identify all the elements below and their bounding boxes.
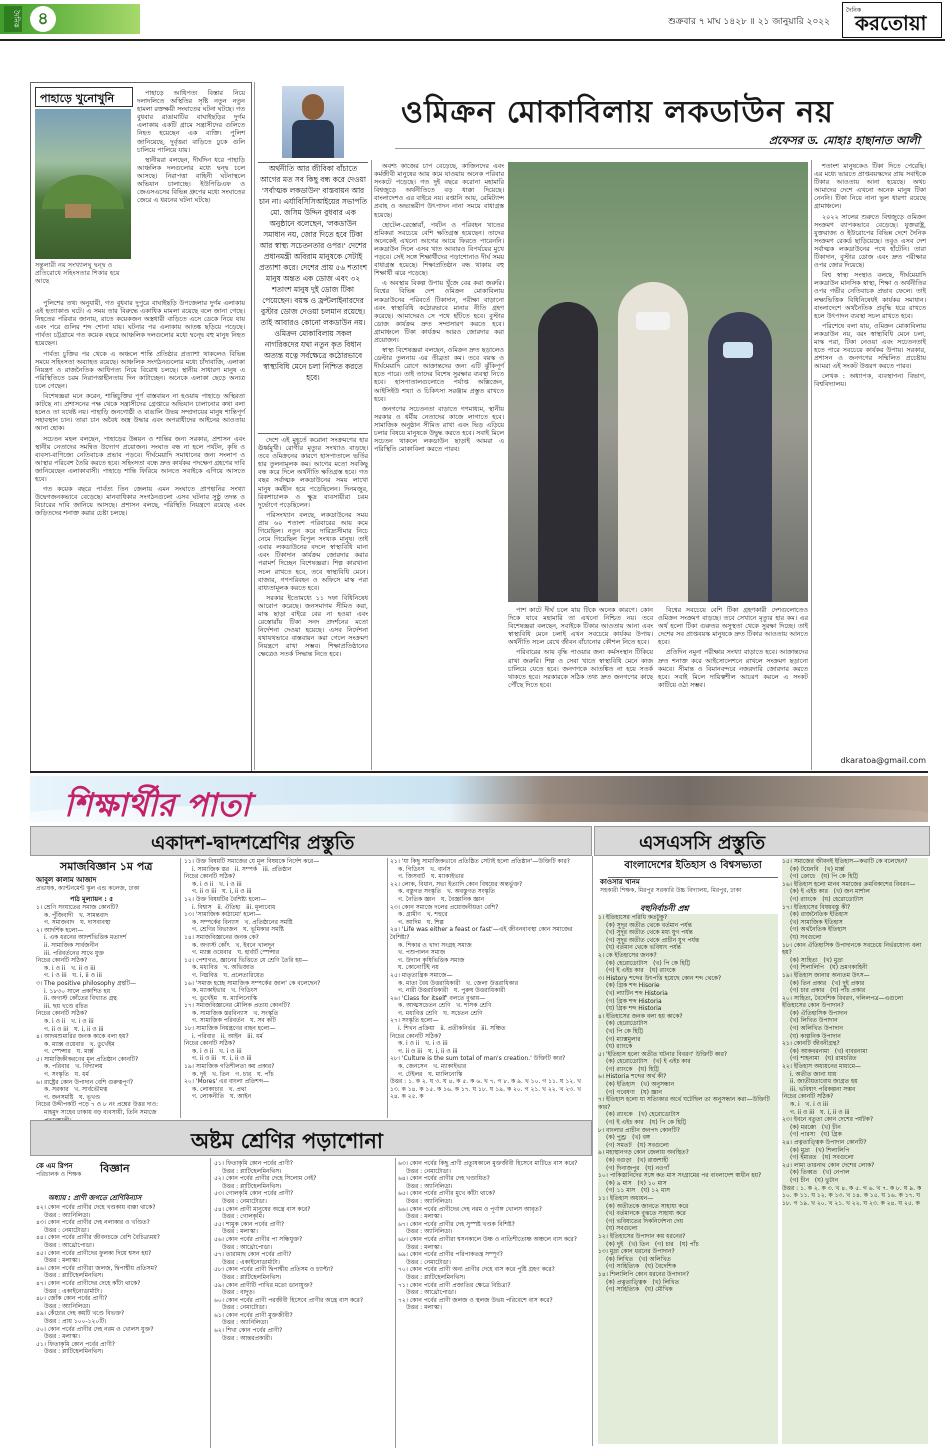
class8-title-bar <box>30 1120 592 1156</box>
masthead <box>842 2 942 38</box>
hsc-title-bar <box>30 826 592 856</box>
lead-headline-text: ওমিক্রন মোকাবিলায় লকডাউন নয় <box>401 95 834 130</box>
ssc-mcq-col-2: ১৫। সমাজের জীবনই ইতিহাস—কথাটি কে বলেছেন? (ক) টয়েনবি (খ) মার্ক্স (গ) ক্রোচে (ঘ) পি কে হিট্টি ১৬। ইতিহাস হলো মানব সমাজের ক্রমবিকাশের বিবরণ— (ক) ই এইচ কার (খ) জন মার্শাল (গ) র‍্যাংকে (ঘ) হেরোডোটাস ১৭। ইতিহাসের বিষয়বস্তু কী? (ক) রাজনৈতিক ইতিহাস (খ) সামাজিক ইতিহাস (গ) অর্থনৈতিক ইতিহাস (ঘ) সবগুলো ১৮। কোন ঐতিহাসিক উপাদানকে সবচেয়ে নির্ভরযোগ্য বলা হয়? (ক) সাহিত্য (খ) মুদ্রা (গ) শিলালিপি (ঘ) ভ্রমণকাহিনী ১৯। ইতিহাস জানার অন্যতম উৎস— (ক) তিন প্রকার (খ) দুই প্রকার (গ) চার প্রকার (ঘ) পাঁচ প্রকার ২০। সাহিত্য, বৈদেশিক বিবরণ, দলিলপত্র—এগুলো ইতিহাসের কোন উপাদান? (ক) ঐতিহাসিক উপাদান (খ) লিখিত উপাদান (গ) অলিখিত উপাদান (ঘ) কাল্পনিক উপাদান ২১। কোনটি জীবনীগ্রন্থ? (ক) আকবরনামা (খ) বাবরনামা (গ) শাহনামা (ঘ) রামচরিত ২২। ইতিহাস অধ্যয়নের মাধ্যমে— i. অতীত জানা যায় ii. জাতীয়তাবোধ জাগ্রত হয় iii. ভবিষ্যৎ পরিকল্পনা সম্ভব নিচের কোনটি সঠিক? ক. i খ. i ও iii গ. ii ও iii ঘ. i, ii ও iii ২৩। ইবনে বতুতা কোন দেশের পর্যটক? (ক) মরক্কো (খ) চীন (গ) পারস্য (ঘ) গ্রিক ২৪। প্রত্নতাত্ত্বিক উপাদান কোনটি? (ক) মুদ্রা (খ) শিলালিপি (গ) ইমারত (ঘ) সবগুলো ২৫। লামা তারনাথ কোন দেশের লোক? (ক) তিব্বত (খ) নেপাল (গ) চীন (ঘ) ভুটান উত্তর : ১. ক ২. ক ৩. খ ৪. ক ৫. গ ৬. খ ৭. ক ৮. ঘ ৯. ক ১০. ক ১১. ঘ ১২. ক ১৩. খ ১৪. ক ১৫. ঘ ১৬. ক ১৭. ঘ ১৮. গ ১৯. খ ২০. খ ২১. খ ২২. ঘ ২৩. ক ২৪. ঘ ২৫. ক <box>782 858 928 1444</box>
sep-lead-col2 <box>371 160 372 770</box>
class8-author-role: পরিচালক ও শিক্ষক <box>36 1171 82 1178</box>
lead-col-2: অবশ্য কাজের চাপ বেড়েছে, কাজিনদের এবং কর্মজীবী মানুষের আয় কমে যাওয়ায় অনেক পরিবার সংকটে পড়েছে। গত দুই বছরে করোনা মহামারি বিশ্বজুড়ে অর্থনীতিতে বড় ধাক্কা দিয়েছে। বাংলাদেশও এর বাইরে নয়। রপ্তানি আয়, রেমিট্যান্স প্রবাহ ও অভ্যন্তরীণ উৎপাদন নানা সময়ে বাধাগ্রস্ত হয়েছে। হোটেল-রেস্তোরাঁ, পর্যটন ও পরিবহন খাতের শ্রমিকরা সবচেয়ে বেশি ক্ষতিগ্রস্ত হয়েছেন। তাদের অনেকেই এখনো আগের আয়ে ফিরতে পারেননি। লকডাউন দিলে এসব খাত আবারও বিপর্যয়ের মুখে পড়বে। সেই সঙ্গে শিক্ষার্থীদের পড়াশোনাও দীর্ঘ সময় বাধাগ্রস্ত হয়েছে। শিক্ষাপ্রতিষ্ঠান বন্ধ থাকায় বহু শিক্ষার্থী ঝরে পড়েছে। এ অবস্থায় বিকল্প উপায় খুঁজে বের করা জরুরি। বিশ্বের বিভিন্ন দেশ ওমিক্রন মোকাবিলায় লকডাউনের পরিবর্তে টিকাদান, পরীক্ষা বাড়ানো এবং স্বাস্থ্যবিধি কঠোরভাবে মানার নীতি গ্রহণ করেছে। আমাদেরও সে পথে হাঁটতে হবে। বুস্টার ডোজ কার্যক্রম দ্রুত সম্প্রসারণ করতে হবে। গ্রামাঞ্চলে টিকা কার্যক্রম আরও জোরদার করা প্রয়োজন। স্বাস্থ্য বিশেষজ্ঞরা বলছেন, ওমিক্রন দ্রুত ছড়ালেও ডেল্টার তুলনায় এর তীব্রতা কম। তবে বয়স্ক ও দীর্ঘমেয়াদি রোগে আক্রান্তদের জন্য এটি ঝুঁকিপূর্ণ হতে পারে। তাই তাদের বিশেষ সুরক্ষার ব্যবস্থা নিতে হবে। হাসপাতালগুলোতে পর্যাপ্ত অক্সিজেন, আইসিইউ শয্যা ও চিকিৎসা সরঞ্জাম প্রস্তুত রাখতে হবে। জনগণের সচেতনতা বাড়াতে গণমাধ্যম, স্থানীয় সরকার ও ধর্মীয় নেতাদের কাজে লাগাতে হবে। সামাজিক অনুষ্ঠান সীমিত রাখা এবং ভিড় এড়িয়ে চলার বিষয়ে মানুষকে উদ্বুদ্ধ করতে হবে। সবাই মিলে সচেতন থাকলে লকডাউন ছাড়াই আমরা এ পরিস্থিতি মোকাবিলা করতে পারব। <box>374 162 504 454</box>
feature-photo-caption: সন্তুলারী নয় সংখ্যালঘু দ্বন্দ্ব ও প্রতিরোধে সহিংসতার শিকার হয়ে আছে <box>35 261 120 285</box>
date-line: শুক্রবার ৭ মাঘ ১৪২৮ ॥ ২১ জানুয়ারি ২০২২ <box>668 17 830 27</box>
hsc-author: আবুল কালাম আজাদ <box>36 876 97 884</box>
class8-col-2: ৫১। ফিতাকৃমি কোন পর্বের প্রাণী? উত্তর : প্লাটিহেলমিনথিস। ৫২। কোন পর্বের প্রাণীর দেহে সিলোম নেই? উত্তর : প্লাটিহেলমিনথিস। ৫৩। গোলকৃমি কোন পর্বের প্রাণী? উত্তর : নেমাটোডা। ৫৪। কোন প্রাণী মানুষের অন্ত্রে বাস করে? উত্তর : গোলকৃমি। ৫৫। শামুক কোন পর্বের প্রাণী? উত্তর : মলাস্কা। ৫৬। কোন পর্বের প্রাণীর পা সন্ধিযুক্ত? উত্তর : আর্থ্রোপোডা। ৫৭। তারামাছ কোন পর্বের প্রাণী? উত্তর : একাইনোডার্মাটা। ৫৮। কোন পর্বের প্রাণী দ্বিপার্শ্বীয় প্রতিসম ও চ্যাপ্টা? উত্তর : প্লাটিহেলমিনথিস। ৫৯। কোন প্রাণীটি পাখির মতো ডানাযুক্ত? উত্তর : বাদুড়। ৬০। কোন পর্বের প্রাণী পরজীবী হিসেবে প্রাণীর অন্ত্রে বাস করে? উত্তর : নেমাটোডা। ৬১। কোন পর্বের প্রাণী মুক্তজীবী? উত্তর : অ্যানিলিডা। ৬২। শিখা কোন পর্বের প্রাণী? উত্তর : আন্তরপ্রকারী। <box>214 1160 364 1342</box>
hill-shape <box>35 169 131 209</box>
lead-col-3: পাশ কাটে দীর্ঘ চলে যায় টিকে অনেক কারণে। কোন দিকে যাবে মহামারি তা এখনো নিশ্চিত নয়। তবে বিশেষজ্ঞরা বলছেন, সবাইকে টিকার আওতায় আনা এবং স্বাস্থ্যবিধি মেনে চলাই এখন সবচেয়ে কার্যকর উপায়। অর্থনীতি সচল রেখে জীবন বাঁচানোর কৌশল নিতে হবে। পরিবারের আয় বৃদ্ধি পাওয়ার জন্য কর্মসংস্থান টিকিয়ে রাখা জরুরি। শিল্প ও সেবা খাতে স্বাস্থ্যবিধি মেনে কাজ চালিয়ে যেতে হবে। জনগণকে আতঙ্কিত না হয়ে সতর্ক থাকতে হবে। সরকারকে সঠিক তথ্য দ্রুত জনগণের কাছে পৌঁছে দিতে হবে। <box>508 606 653 689</box>
lead-col-1: দেশে এই মুহূর্তে করোনা সংক্রমণের হার ঊর্ধ্বমুখী। রোগীর মৃত্যুর সংখ্যাও বাড়ছে। তবে ওমিক্রনের কারণে হাসপাতালে ভর্তির হার তুলনামূলক কম। আগের মতো সবকিছু বন্ধ করে দিলে অর্থনীতি ক্ষতিগ্রস্ত হবে। গত বছর সর্বাত্মক লকডাউনের সময় লাখো মানুষ কর্মহীন হয়ে পড়েছিলেন। দিনমজুর, রিকশাচালক ও ক্ষুদ্র ব্যবসায়ীরা চরম দুর্ভোগে পড়েছিলেন। পরিসংখ্যান বলছে, লকডাউনের সময় প্রায় ৬০ শতাংশ পরিবারের আয় কমে গিয়েছিল। নতুন করে দারিদ্র্যসীমার নিচে নেমে গিয়েছিল বিপুল সংখ্যক মানুষ। তাই এবার লকডাউনের বদলে স্বাস্থ্যবিধি মানা এবং টিকাদান কার্যক্রম জোরদার করার পরামর্শ দিচ্ছেন বিশেষজ্ঞরা। শিল্প কারখানা সচল রাখতে হবে, তবে স্বাস্থ্যবিধি মেনে। বাজার, গণপরিবহন ও অফিসে মাস্ক পরা বাধ্যতামূলক করতে হবে। সরকার ইতোমধ্যে ১১ দফা বিধিনিষেধ আরোপ করেছে। জনসমাগম সীমিত করা, মাস্ক ছাড়া বাইরে বের না হওয়া এবং রেস্তোরাঁয় টিকা সনদ প্রদর্শনের মতো নির্দেশনা দেওয়া হয়েছে। এসব নির্দেশনা যথাযথভাবে বাস্তবায়ন করা গেলে সংক্রমণ নিয়ন্ত্রণে রাখা সম্ভব। শিক্ষাপ্রতিষ্ঠানের ক্ষেত্রেও সতর্ক সিদ্ধান্ত নিতে হবে। <box>258 436 368 659</box>
class8-col-3: ৬৩। কোন পর্বের কিছু প্রাণী প্রত্যুষকালে মুক্তজীবী হিসেবে মাটিতে বাস করে? উত্তর : নেমাটোডা। ৬৪। কোন পর্বের প্রাণীর দেহ খণ্ডায়িত? উত্তর : অ্যানিলিডা। ৬৫। কোন পর্বের প্রাণীর মুখে কাঁটা থাকে? উত্তর : অ্যানিলিডা। ৬৬। কোন পর্বের প্রাণীদের দেহ নরম ও পূর্ণাঙ্গ খোলস আবৃত? উত্তর : মলাস্কা। ৬৭। কোন পর্বের প্রাণীর দেহ সুস্পষ্ট খণ্ডক বিশিষ্ট? উত্তর : অ্যানিলিডা। ৬৮। কোন পর্বের প্রাণীরা শ্বসনকালে উষ্ণ ও নাতিশীতোষ্ণ অঞ্চলে বাস করে? উত্তর : মলাস্কা। ৬৯। কোন পর্বের প্রাণীর পরিপাকতন্ত্র সম্পূর্ণ? উত্তর : নেমাটোডা। ৭০। কোন পর্বের প্রাণী অন্য প্রাণীর দেহে বাস করে পুষ্টি গ্রহণ করে? উত্তর : প্লাটিহেলমিনথিস। ৭১। কোন পর্বের প্রাণী প্রজাতির ক্ষেত্রে বিচিত্র্য? উত্তর : আর্থ্রোপোডা। ৭২। কোন পর্বের প্রাণী জলজ ও স্থলজ উভয় পরিবেশে বাস করে? উত্তর : মলাস্কা। <box>398 1160 578 1312</box>
sep-c8-2 <box>395 1158 396 1448</box>
hsc-title: একাদশ-দ্বাদশশ্রেণির প্রস্তুতি <box>151 832 355 854</box>
banner-students-photo <box>450 776 928 822</box>
class8-col-1: ৪২। কোন পর্বের প্রাণীর দেহে খণ্ডকায় বাক্কা থাকে? উত্তর : অ্যানিলিডা। ৪৩। কোন পর্বের প্রাণীর দেহ নলাকার ও খণ্ডিত? উত্তর : নেমাটোডা। ৪৪। কোন পর্বের প্রাণীর জীবনচক্রে বেশি বৈচিত্র্যময়? উত্তর : আর্থ্রোপোডা। ৪৫। কোন পর্বের প্রাণীদের ফুলকা দিয়ে শ্বসন হয়? উত্তর : মলাস্কা। ৪৬। কোন পর্বের প্রাণীরা জলজ, দ্বিপার্শ্বীয় প্রতিসম? উত্তর : প্লাটিহেলমিনথিস। ৪৭। কোন পর্বের প্রাণীদের দেহে কাঁটা থাকে? উত্তর : একাইনোডার্মাটা। ৪৮। জোঁক কোন পর্বের প্রাণী? উত্তর : অ্যানিলিডা। ৪৯। কেঁচোর দেহ কয়টি খণ্ডে বিভক্ত? উত্তর : প্রায় ১০০-১২০টি। ৫০। কোন পর্বের প্রাণীর দেহ নরম ও খোলস যুক্ত? উত্তর : মলাস্কা। ৫১। ফিতাকৃমি কোন পর্বের প্রাণী? উত্তর : প্লাটিহেলমিনথিস। <box>36 1204 160 1356</box>
feature-title: পাহাড়ে খুনোখুনি <box>40 92 115 105</box>
lead-photo <box>508 162 808 602</box>
photo-person-2 <box>618 282 688 602</box>
lead-headline <box>395 86 915 128</box>
sep-hsc-1 <box>180 858 181 1118</box>
house-shape <box>65 204 91 218</box>
class8-subject: বিজ্ঞান <box>100 1162 130 1175</box>
sep-c8-1 <box>210 1158 211 1448</box>
photo-mask-2 <box>723 342 753 358</box>
sep-student-mid <box>592 856 593 1446</box>
byline-rule <box>395 148 925 149</box>
lead-col-4: বিশ্বের সবচেয়ে বেশি টিকা গ্রহণকারী দেশগুলোতেও ওমিক্রন সংক্রমণ বাড়ছে। তবে সেখানে মৃত্যুর হার কম। এর অর্থ হলো টিকা গুরুতর অসুস্থতা থেকে সুরক্ষা দিচ্ছে। তাই দেশের সব প্রাপ্তবয়স্ক মানুষকে দ্রুত টিকার আওতায় আনতে হবে। প্রতিদিন নমুনা পরীক্ষার সংখ্যা বাড়াতে হবে। আক্রান্তদের দ্রুত শনাক্ত করে আইসোলেশনে রাখলে সংক্রমণ ছড়ানো কমবে। সীমান্ত ও বিমানবন্দরে নজরদারি জোরদার করতে হবে। সবাই মিলে দায়িত্বশীল আচরণ করলে এ সংকট কাটিয়ে ওঠা সম্ভব। <box>658 606 808 689</box>
student-banner <box>30 776 928 822</box>
masthead-small: দৈনিক <box>846 7 862 14</box>
lead-byline: প্রফেসর ড. মোহাঃ হাছানাত আলী <box>768 134 920 147</box>
hsc-subject: সমাজবিজ্ঞান ১ম পত্র <box>60 860 153 873</box>
author-body <box>292 120 334 158</box>
hsc-mcq-col-1: ১। শ্রেণি সংঘাতের সমাজ কোনটি? ক. পুঁজিবাদী খ. সামন্তবাদ গ. সমাজবাদ ঘ. দাসব্যবস্থা ২। আদর্শিক হলো— i. এক ধরনের আদর্শভিত্তিক মতাদর্শ ii. সামাজিক সার্বজনীন iii. পরিবর্তনের সাথে যুক্ত নিচের কোনটি সঠিক? ক. i ও ii খ. ii ও iii গ. i ও iii ঘ. i, ii ও iii ৩। The positive philosophy গ্রন্থটি— i. ১৮৩০ সালে প্রকাশিত হয় ii. অগাস্ট কোঁতের বিখ্যাত গ্রন্থ iii. ছয় খণ্ডে রচিত নিচের কোনটি সঠিক? ক. i ও ii খ. i ও iii গ. ii ও iii ঘ. i, ii ও iii ৪। আদমশুমারির জনক কাকে বলা হয়? ক. ম্যাক্স ওয়েবার খ. ডুর্খেইম গ. স্পেন্সার ঘ. মার্ক্স ৫। সামাজিকীকরণের মূল প্রতিষ্ঠান কোনটি? ক. পরিবার খ. বিদ্যালয় গ. সংস্কৃতি ঘ. ধর্ম ৬। রাষ্ট্রের কোন উপাদান বেশি গুরুত্বপূর্ণ? ক. সরকার খ. সার্বভৌমত্ব গ. জনসমষ্টি ঘ. ভূখণ্ড নিচের উদ্দীপকটি পড়ে ৭ ও ৮ নং প্রশ্নের উত্তর দাও: মাহমুদ সাহেব ঢাকায় বড় ব্যবসায়ী, তিনি সমাজে <box>36 904 159 1117</box>
hsc-mcq-col-2: ১১। উক্ত বিষয়টি সমাজের যে মূল বিষয়কে নির্দেশ করে— i. সামাজিক স্তর ii. সম্পর্ক iii. প্রতিষ্ঠান নিচের কোনটি সঠিক? ক. i ও ii খ. i ও iii গ. ii ও iii ঘ. i, ii ও iii ১২। উক্ত বিষয়টির বৈশিষ্ট্য হলো— i. বিশ্বাস ii. ঐতিহ্য iii. মূল্যবোধ ১৩। 'সামাজিক কাঠামো' হলো— ক. সম্পর্কের বিন্যাস খ. প্রতিষ্ঠানের সমষ্টি গ. শ্রেণির বিভাজন ঘ. ভূমিকার সমষ্টি ১৪। সমাজবিজ্ঞানের জনক কে? ক. অগাস্ট কোঁৎ খ. ইবনে খালদুন গ. ম্যাক্স ওয়েবার ঘ. হার্বার্ট স্পেন্সার ১৫। পেশাগত, জ্ঞানের ভিত্তিতে যে শ্রেণি তৈরি হয়— ক. মধ্যবিত্ত খ. অভিজাত গ. নিম্নবিত্ত ঘ. প্রলেতারিয়েত ১৬। 'সমাজ হচ্ছে সামাজিক সম্পর্কের জাল' কে বলেছেন? ক. ম্যাকাইভার খ. গিডিংস গ. ডুর্খেইম ঘ. ম্যালিনোস্কি ১৭। সমাজবিজ্ঞানের মৌলিক প্রত্যয় কোনটি? ক. সামাজিক স্তরবিন্যাস খ. সংস্কৃতি গ. সামাজিক পরিবর্তন ঘ. সব কটি ১৮। সামাজিক নিয়ন্ত্রণের বাহন হলো— i. পরিবার ii. আইন iii. ধর্ম নিচের কোনটি সঠিক? ক. i ও ii খ. i ও iii গ. ii ও iii ঘ. i, ii ও iii ১৯। সামাজিক গতিশীলতা কয় প্রকার? ক. দুই খ. তিন গ. চার ঘ. পাঁচ ২০। 'Mores' এর বাংলা প্রতিশব্দ— ক. লোকাচার খ. প্রথা গ. লোকনীতি ঘ. আইন <box>184 858 321 1101</box>
ssc-title-bar <box>594 826 930 856</box>
class8-title: অষ্টম শ্রেণির পড়াশোনা <box>191 1129 384 1153</box>
page-number: ৪ <box>30 6 56 32</box>
feature-box <box>30 82 252 772</box>
lead-email: dkaratoa@gmail.com <box>840 756 926 765</box>
header-side-label: দৈনিক <box>4 6 22 32</box>
ssc-author: কাওসার খানম <box>600 878 640 886</box>
page-header <box>0 0 945 42</box>
feature-title-box <box>35 87 133 107</box>
sep-hsc-2 <box>387 858 388 1118</box>
feature-text-bottom: পুলিশের তথ্য অনুযায়ী, গত বুধবার দুপুরে বাঘাইছড়ি উপজেলার দুর্গম এলাকায় এই হত্যাকাণ্ড ঘটে। এ সময় তার বিরুদ্ধে একাধিক মামলা রয়েছে বলে জানা গেছে। নিহতের পরিবার জানায়, রাতে কয়েকজন অস্ত্রধারী বাড়িতে এসে ডেকে নিয়ে যায় এবং পরে গুলির শব্দ শোনা যায়। ঘটনার পর এলাকায় আতঙ্ক ছড়িয়ে পড়েছে। পার্বত্য চট্টগ্রামে গত কয়েক বছরে আঞ্চলিক দলগুলোর মধ্যে দ্বন্দ্বে বহু মানুষ নিহত হয়েছেন। পার্বত্য চুক্তির পর থেকে এ অঞ্চলে শান্তি প্রতিষ্ঠার প্রত্যাশা থাকলেও বিভিন্ন সময়ে সহিংসতা অব্যাহত রয়েছে। আঞ্চলিক সংগঠনগুলোর মধ্যে চাঁদাবাজি, এলাকা নিয়ন্ত্রণ ও রাজনৈতিক আধিপত্য নিয়ে বিরোধ চলছে। স্থানীয় সাধারণ মানুষ এ পরিস্থিতিতে চরম নিরাপত্তাহীনতায় দিন কাটাচ্ছেন। অনেকে এলাকা ছেড়ে অন্যত্র চলে গেছেন। বিশেষজ্ঞরা মনে করেন, শান্তিচুক্তির পূর্ণ বাস্তবায়ন না হওয়ায় পাহাড়ে অস্থিরতা কাটছে না। প্রশাসনের পক্ষ থেকে সন্ত্রাসীদের গ্রেপ্তারে অভিযান চালানোর কথা বলা হলেও তা যথেষ্ট নয়। পাহাড়ি জনগোষ্ঠী ও বাঙালি উভয় সম্প্রদায়ের মানুষ শান্তিপূর্ণ সহাবস্থান চান। তারা চান অবৈধ অস্ত্র উদ্ধার এবং অপরাধীদের আইনের আওতায় আনা হোক। সচেতন মহল বলছেন, পাহাড়ের উন্নয়ন ও শান্তির জন্য সরকার, প্রশাসন এবং স্থানীয় নেতাদের সমন্বিত উদ্যোগ প্রয়োজন। সংঘাত বন্ধ না হলে পর্যটন, কৃষি ও ব্যবসা-বাণিজ্যে নেতিবাচক প্রভাব পড়বে। দীর্ঘমেয়াদি সমাধানের জন্য সংলাপ ও আস্থার পরিবেশ তৈরি করতে হবে। সহিংসতা বন্ধে দ্রুত কার্যকর পদক্ষেপ গ্রহণের দাবি জানিয়েছেন এলাকাবাসী। পাহাড়ে শান্তি ফিরিয়ে আনতে সবাইকে এগিয়ে আসতে হবে। গত কয়েক বছরে পার্বত্য তিন জেলায় এমন সংঘাতে প্রাণহানির সংখ্যা উদ্বেগজনকভাবে বেড়েছে। মানবাধিকার সংগঠনগুলো এসব ঘটনার সুষ্ঠু তদন্ত ও বিচারের দাবি জানিয়ে আসছে। প্রশাসন বলছে, পরিস্থিতি নিয়ন্ত্রণে রয়েছে এবং জড়িতদের শনাক্ত করার চেষ্টা চলছে। <box>35 299 245 518</box>
class8-chapter: অধ্যায় : প্রাণী জগতে শ্রেণিবিন্যাস <box>48 1194 142 1202</box>
feature-text-top: পাহাড়ে আধিপত্য বিস্তার নিয়ে দলাদলিতে অস্থিতির সৃষ্টি নতুন নতুন হামলা রক্তক্ষয়ী সংঘাতের ঘটনা ঘটছে। গত বুধবার রাঙামাটির বাঘাইছড়ির দুর্গম এলাকায় একটি গ্রামে সন্ত্রাসীদের গুলিতে নিহত হয়েছেন এক ব্যক্তি। পুলিশ জানিয়েছে, দুর্বৃত্তরা বাড়িতে ঢুকে গুলি চালিয়ে পালিয়ে যায়। স্থানীয়রা বলছেন, দীর্ঘদিন ধরে পাহাড়ি আঞ্চলিক দলগুলোর মধ্যে দ্বন্দ্ব চলে আসছে। নিরাপত্তা বাহিনী ঘটনাস্থলে অভিযান চালাচ্ছে। ইউপিডিএফ ও জেএসএসের বিভিন্ন গ্রুপের মধ্যে সংঘাতের জেরে এ ধরনের ঘটনা ঘটছে। <box>137 89 245 205</box>
ssc-author-role: সহকারী শিক্ষক, মিরপুর সরকারি উচ্চ বিদ্যালয়, মিরপুর, ঢাকা <box>600 887 742 894</box>
author-photo <box>282 86 344 158</box>
ssc-subject: বাংলাদেশের ইতিহাস ও বিশ্বসভ্যতা <box>608 858 778 878</box>
sep-feature-lead <box>254 82 255 770</box>
hsc-mcq-col-3: ২১। 'যা কিছু সামাজিকভাবে প্রতিষ্ঠিত সেটাই হলো প্রতিষ্ঠান'—উক্তিটি কার? ক. গিডিংস খ. বার্নস গ. জিসবার্ট ঘ. ম্যাকাইভার ২২। লোক, বিধান, সভ্য ইত্যাদি কোন বিষয়ের অন্তর্ভুক্ত? ক. বস্তুগত সংস্কৃতি খ. অবস্তুগত সংস্কৃতি গ. নৈতিক জ্ঞান ঘ. বৈজ্ঞানিক জ্ঞান ২৩। কোন সমাজে দলের প্রয়োজনীয়তা বেশি? ক. গ্রামীণ খ. শহুরে গ. আদিম ঘ. শিল্প ২৪। 'Life was either a feast or fast'—এই জীবনব্যবস্থা কোন সমাজের বৈশিষ্ট্য? ক. শিকার ও খাদ্য সংগ্রহ সমাজ খ. পশুপালন সমাজ গ. উদ্যান কৃষিভিত্তিক সমাজ ঘ. কোনোটিই নয় ২৫। মাতৃতান্ত্রিক সমাজে— ক. মাতা বৈধ উত্তরাধিকারী খ. জেলা উত্তরাধিকার গ. নারী উত্তরাধিকারী ঘ. পুরুষ উত্তরাধিকারী ২৬। 'Class for itself' বলতে বুঝায়— ক. আত্মসচেতন শ্রেণি খ. শাসক শ্রেণি গ. মধ্যবিত্ত শ্রেণি ঘ. সচেতন শ্রেণি ২৭। সংস্কৃতি হলো— i. শিখন প্রক্রিয়া ii. প্রতীকনির্ভর iii. সঞ্চিত নিচের কোনটি সঠিক? ক. i ও ii খ. i ও iii গ. ii ও iii ঘ. i, ii ও iii ২৮। 'Culture is the sum total of man's creation.' উক্তিটি কার? ক. জেনসেন খ. ম্যাকাইভার গ. টেইলর ঘ. ম্যালিনোস্কি উত্তর : ১. ক ২. ঘ ৩. ঘ ৪. ক ৫. ক ৬. খ ৭. গ ৮. ক ৯. খ ১০. গ ১১. ঘ ১২. খ ১৩. ক ১৪. ক ১৫. ক ১৬. ক ১৭. ঘ ১৮. ঘ ১৯. ক ২০. গ ২১. খ ২২. খ ২৩. খ ২৪. ক ২৫. ক <box>390 858 581 1101</box>
section-divider <box>30 771 928 773</box>
hsc-author-role: প্রভাষক, ক্যান্টনমেন্ট স্কুল এন্ড কলেজ, ঢাকা <box>36 885 140 892</box>
masthead-title: করতোয়া <box>855 11 927 35</box>
header-rule <box>0 39 945 41</box>
ssc-mcq-heading: বহুনির্বাচনী প্রশ্ন <box>640 904 689 913</box>
author-head <box>302 94 324 120</box>
feature-photo <box>35 109 131 259</box>
hsc-lesson: পাঠ মূল্যায়ন : ৫ <box>70 895 114 903</box>
banner-title: শিক্ষার্থীর পাতা <box>64 786 251 824</box>
photo-mask-1 <box>636 312 670 330</box>
sep-lead-col5 <box>811 160 812 770</box>
lead-col-5: শতাংশ মানুষকেও টিকা দিতে পেরেছি। এর মধ্যে ভারতে প্রাপ্তবয়স্কদের প্রায় সবাইকে টিকার আওতায় আনা হয়েছে। অথচ আমাদের দেশে এখনো অনেক মানুষ টিকা নেননি। টিকা নিয়ে নানা ভুল ধারণা রয়েছে গ্রামাঞ্চলে। ২০২২ সালের শুরুতে বিশ্বজুড়ে ওমিক্রন সংক্রমণ ব্যাপকভাবে বেড়েছে। যুক্তরাষ্ট্র, যুক্তরাজ্য ও ইউরোপের বিভিন্ন দেশে দৈনিক সংক্রমণ রেকর্ড ছাড়িয়েছে। তবুও এসব দেশ সর্বাত্মক লকডাউনের পথে হাঁটেনি। তারা টিকাদান, বুস্টার ডোজ এবং দ্রুত পরীক্ষার ওপর জোর দিয়েছে। বিশ্ব স্বাস্থ্য সংস্থাও বলছে, দীর্ঘমেয়াদি লকডাউন মানসিক স্বাস্থ্য, শিক্ষা ও অর্থনীতির ওপর গভীর নেতিবাচক প্রভাব ফেলে। তাই লক্ষ্যভিত্তিক বিধিনিষেধই কার্যকর সমাধান। বাংলাদেশে অর্থনৈতিক প্রবৃদ্ধি ধরে রাখতে হলে উৎপাদন ব্যবস্থা সচল রাখতে হবে। পরিশেষে বলা যায়, ওমিক্রন মোকাবিলায় লকডাউন নয়, বরং স্বাস্থ্যবিধি মেনে চলা, মাস্ক পরা, টিকা নেওয়া এবং সচেতনতাই হতে পারে সবচেয়ে কার্যকর উপায়। সরকার, প্রশাসন ও জনগণের সম্মিলিত প্রচেষ্টায় আমরা এই সংকট উত্তরণ করতে পারব। লেখক : অধ্যাপক, ব্যবস্থাপনা বিভাগ, বিশ্ববিদ্যালয়। <box>814 162 926 389</box>
class8-author: কে এম রিপন <box>36 1162 73 1170</box>
ssc-title: এসএসসি প্রস্তুতি <box>639 832 766 854</box>
photo-person-1 <box>538 302 598 602</box>
pull-quote: অর্থনীতি আর জীবিকা বাঁচাতে আগের মত সব কিছু বন্ধ করে দেওয়া 'সর্বাত্মক লকডাউন' বাস্তবায়ন আর চান না। এর্যাবিসিসিআইয়ের সভাপতি মো. জসিম উদ্দিন বুধবার এক অনুষ্ঠানে বলেছেন, 'লকডাউন সমাধান নয়, জোর দিতে হবে টিকা আর স্বাস্থ্য সচেতনতার ওপর।' দেশের প্রধানমন্ত্রী অবিরাম মানুষকে সেটাই প্রত্যাশা করে। দেশের প্রায় ৫৬ শতাংশ মানুষ অন্তত এক ডোজ এবং ৩২ শতাংশ মানুষ দুই ডোজ টিকা পেয়েছেন। বয়স্ক ও ফ্রন্টলাইনারদের বুস্টার ডোজ দেওয়া চলমান রয়েছে। তাই আবারও কোনো লকডাউন নয়। ওমিক্রন মোকাবিলায় সকল নাগরিকদের যথা নতুন কৃত বিধান অত্যন্ত যত্নে সর্বক্ষেত্রে কঠোরভাবে স্বাস্থ্যবিধি মেনে চলা নিশ্চিত করতে হবে। <box>258 162 368 434</box>
ssc-mcq-col-1: ১। ইতিহাসের পরিধি কতটুকু? (ক) সুদূর অতীত থেকে বর্তমান পর্যন্ত (খ) সুদূর অতীত থেকে মধ্য যুগ পর্যন্ত (গ) সুদূর অতীত থেকে প্রাচীন যুগ পর্যন্ত (ঘ) বর্তমান থেকে ভবিষ্যৎ পর্যন্ত ২। কে ইতিহাসের জনক? (ক) হেরোডোটাস (খ) পি কে হিট্টি (গ) ই এইচ কার (ঘ) র‍্যাংকে ৩। History শব্দের উৎপত্তি হয়েছে কোন শব্দ থেকে? (ক) গ্রিক শব্দ Hisorie (খ) ল্যাটিন শব্দ Historia (গ) গ্রিক শব্দ Historia (ঘ) গ্রিক শব্দ Historia ৪। ইতিহাসের জনক বলা হয় কাকে? (ক) হেরোডোটাস (খ) পি কে হিট্টি (গ) ম্যাক্সমুলার (ঘ) র‍্যাংকে ৫। 'ইতিহাস হলো অতীত ঘটনার বিবরণ' উক্তিটি কার? (ক) হেরোডোটাস (খ) ই এইচ কার (গ) র‍্যাংকে (ঘ) হিট্টি ৬। Historia শব্দের অর্থ কী? (ক) ইতিহাস (খ) অনুসন্ধান (গ) গবেষণা (ঘ) জ্ঞান ৭। ইতিহাস হলো যা সত্যিকার অর্থে ঘটেছিল তা অনুসন্ধান করা—উক্তিটি কার? (ক) র‍্যাংকে (খ) হেরোডোটাস (গ) ই এইচ কার (ঘ) পি কে হিট্টি ৮। বাংলার প্রাচীন জনপদ কোনটি? (ক) পুণ্ড্র (খ) বঙ্গ (গ) সমতট (ঘ) সবগুলো ৯। মহাস্থানগড় কোন জেলায় অবস্থিত? (ক) বগুড়া (খ) রাজশাহী (গ) দিনাজপুর (ঘ) নওগাঁ ১০। পাকিস্তানিদের সঙ্গে কত মাস সংগ্রামের পর বাংলাদেশ স্বাধীন হয়? (ক) ৯ মাস (খ) ১০ মাস (গ) ১১ মাস (ঘ) ১২ মাস ১১। ইতিহাস অধ্যয়ন— (ক) অতীতকে জানতে সাহায্য করে (খ) বর্তমানকে বুঝতে সাহায্য করে (গ) ভবিষ্যতের দিকনির্দেশনা দেয় (ঘ) সবগুলো ১২। ইতিহাসের উপাদান কয় ধরনের? (ক) দুই (খ) তিন (গ) চার (ঘ) পাঁচ ১৩। মুদ্রা কোন ধরনের উপাদান? (ক) লিখিত (খ) অলিখিত (গ) সাহিত্যিক (ঘ) বৈদেশিক ১৪। শিলালিপি কোন ধরনের উপাদান? (ক) প্রত্নতাত্ত্বিক (খ) লিখিত (গ) সাহিত্যিক (ঘ) মৌখিক <box>598 914 778 1444</box>
